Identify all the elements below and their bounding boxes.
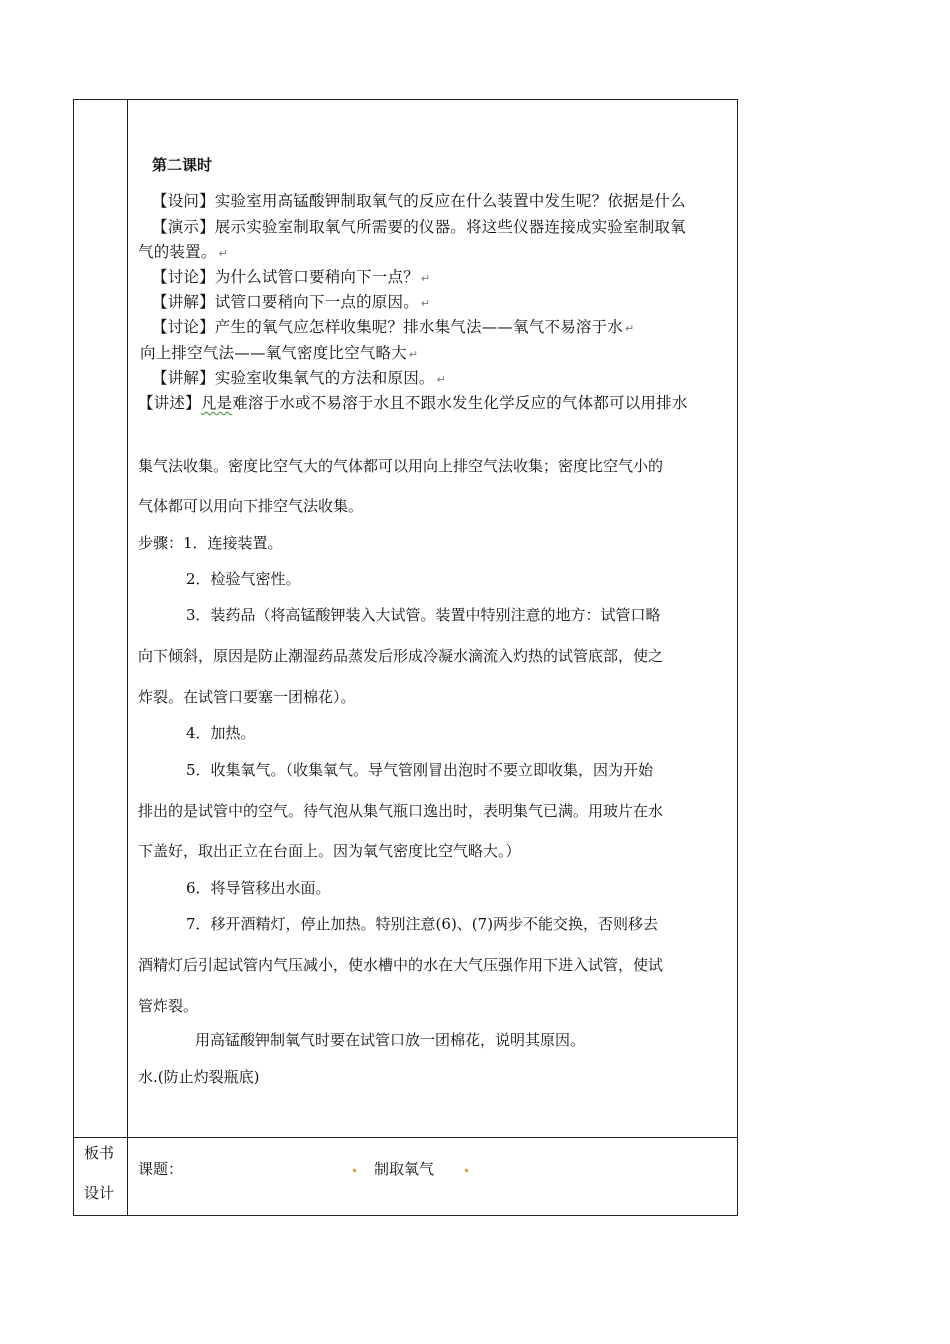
step-3-cont-2: 炸裂。在试管口要塞一团棉花）。 (138, 688, 356, 706)
row-divider (74, 1137, 737, 1138)
step-4: 4．加热。 (186, 724, 256, 742)
step-5-cont-1: 排出的是试管中的空气。待气泡从集气瓶口逸出时，表明集气已满。用玻片在水 (138, 802, 664, 820)
topic-label: 课题： (138, 1160, 184, 1178)
scan-line-narration: 【讲述】凡是难溶于水或不易溶于水且不跟水发生化学反应的气体都可以用排水 (138, 394, 688, 412)
step-7: 7．移开酒精灯，停止加热。特别注意(6)、(7)两步不能交换，否则移去 (186, 915, 659, 933)
step-5-cont-2: 下盖好，取出正立在台面上。因为氧气密度比空气略大。） (138, 842, 521, 860)
scan-line-demo: 【演示】展示实验室制取氧气所需要的仪器。将这些仪器连接成实验室制取氧 (152, 218, 686, 236)
dot-mark (465, 1169, 468, 1172)
board-label-line2: 设计 (84, 1184, 115, 1202)
scan-line-discussion-2: 【讨论】产生的氧气应怎样收集呢？排水集气法——氧气不易溶于水 ↵ (152, 318, 635, 336)
bottle-note: 水.(防止灼裂瓶底) (138, 1068, 260, 1086)
dot-mark (353, 1169, 356, 1172)
scan-line-explain-2: 【讲解】实验室收集氧气的方法和原因。 ↵ (152, 369, 447, 387)
step-2: 2．检验气密性。 (186, 570, 301, 588)
scan-line-question: 【设问】实验室用高锰酸钾制取氧气的反应在什么装置中发生呢？依据是什么 (152, 192, 686, 210)
scan-line-discussion-1: 【讨论】为什么试管口要稍向下一点？ ↵ (152, 268, 431, 286)
step-3: 3．装药品（将高锰酸钾装入大试管。装置中特别注意的地方：试管口略 (186, 606, 661, 624)
cotton-question: 用高锰酸钾制氧气时要在试管口放一团棉花，说明其原因。 (195, 1031, 586, 1049)
lesson-title: 第二课时 (152, 156, 213, 174)
scan-line-explain-1: 【讲解】试管口要稍向下一点的原因。 ↵ (152, 293, 431, 311)
body-line-2: 气体都可以用向下排空气法收集。 (138, 497, 364, 515)
body-line-1: 集气法收集。密度比空气大的气体都可以用向上排空气法收集；密度比空气小的 (138, 457, 664, 475)
step-5: 5．收集氧气。（收集氧气。导气管刚冒出泡时不要立即收集，因为开始 (186, 761, 654, 779)
topic-value: 制取氧气 (374, 1160, 435, 1178)
step-6: 6．将导管移出水面。 (186, 879, 331, 897)
board-label-line1: 板书 (84, 1144, 115, 1162)
step-7-cont-1: 酒精灯后引起试管内气压减小，使水槽中的水在大气压强作用下进入试管，使试 (138, 956, 664, 974)
step-7-cont-2: 管炸裂。 (138, 997, 199, 1015)
scan-line-upward-method: 向上排空气法——氧气密度比空气略大 ↵ (140, 344, 419, 362)
step-3-cont-1: 向下倾斜，原因是防止潮湿药品蒸发后形成冷凝水滴流入灼热的试管底部，使之 (138, 647, 664, 665)
scan-line-demo-cont: 气的装置。 ↵ (138, 243, 228, 261)
column-divider (127, 100, 128, 1215)
step-1: 步骤：1．连接装置。 (138, 534, 283, 552)
